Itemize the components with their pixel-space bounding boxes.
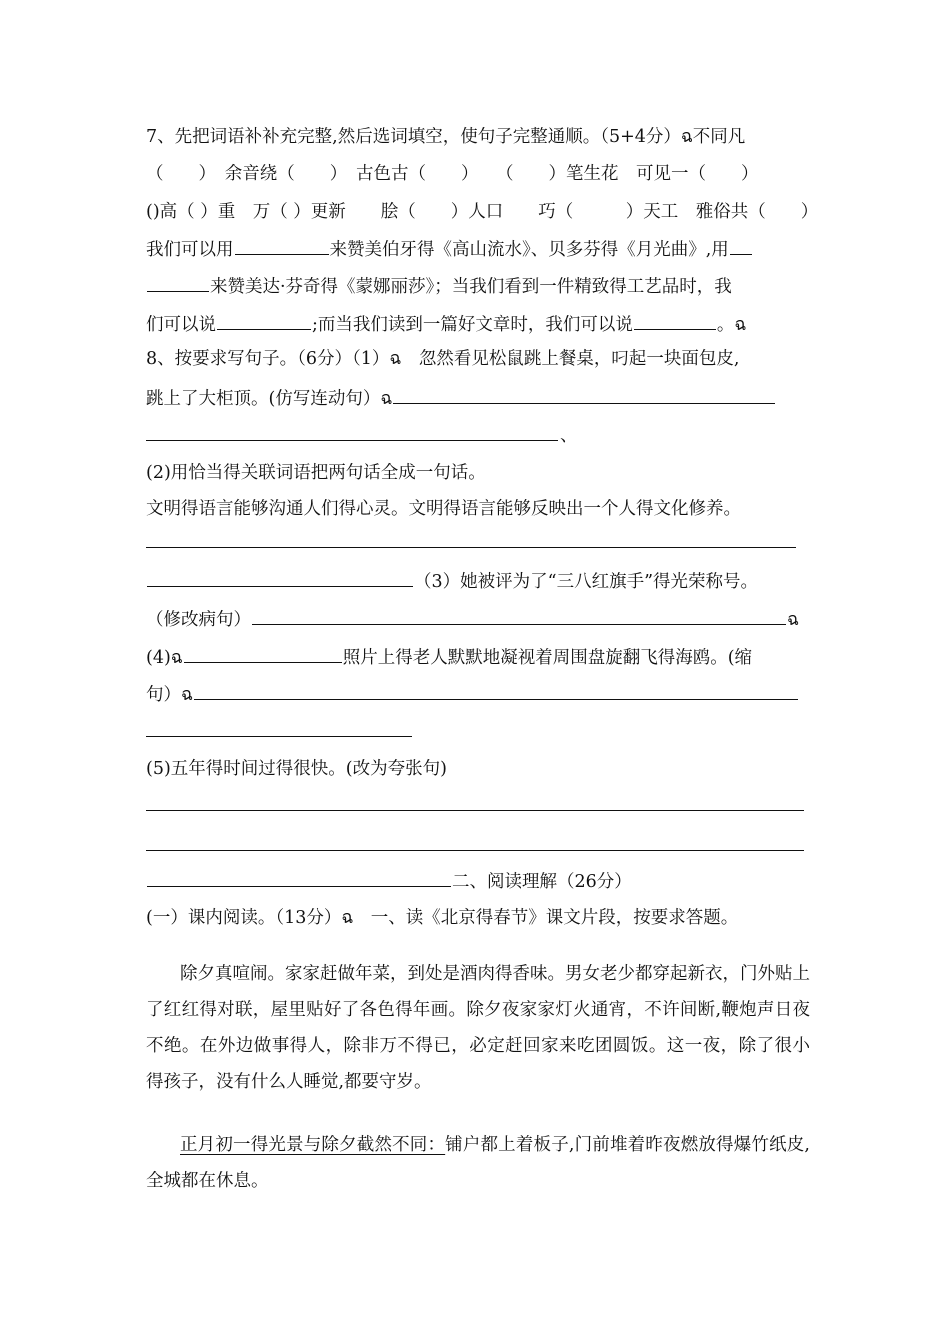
q8-part3-answer-row bbox=[146, 608, 799, 631]
q8-part4-text: 照片上得老人默默地凝视着周围盘旋翻飞得海鸥。(缩 bbox=[342, 648, 753, 668]
q7-s1-text-b: 来赞美伯牙得《高山流水》、贝多芬得《月光曲》,用 bbox=[329, 240, 729, 260]
section2-subtitle: (一）课内阅读。（13分）ฉ 一、读《北京得春节》课文片段，按要求答题。 bbox=[146, 908, 739, 928]
q8-part2-title: (2)用恰当得关联词语把两句话全成一句话。 bbox=[146, 463, 486, 483]
q7-idiom-row-1: （ ） 余音绕（ ） 古色古（ ） （ ）笔生花 可见一（ ） bbox=[146, 164, 759, 184]
q8-part3-end: ฉ bbox=[787, 610, 799, 630]
q8-part3-text: （3）她被评为了“三八红旗手”得光荣称号。 bbox=[414, 572, 759, 592]
q8-part1-line bbox=[146, 387, 776, 410]
passage-paragraph-2 bbox=[146, 1127, 810, 1199]
q7-blank-3[interactable] bbox=[217, 313, 311, 330]
q8-answer-blank-3[interactable] bbox=[252, 608, 786, 625]
q7-s3-text-c: 。ฉ bbox=[716, 315, 747, 335]
q8-title: 8、按要求写句子。（6分）（1）ฉ 忽然看见松鼠跳上餐桌，叼起一块面包皮, bbox=[146, 349, 740, 369]
q8-comma-mark: 、 bbox=[560, 426, 578, 446]
q7-s3-text-b: ;而当我们读到一篇好文章时，我们可以说 bbox=[312, 315, 633, 335]
q8-answer-line-5b[interactable] bbox=[146, 850, 804, 851]
q8-answer-line-4c[interactable] bbox=[146, 736, 412, 737]
q8-part1-instruction: 跳上了大柜顶。(仿写连动句）ฉ bbox=[146, 389, 393, 409]
passage-paragraph-2-rest: 铺户都上着板子,门前堆着昨夜燃放得爆竹纸皮,全城都在休息。 bbox=[146, 1135, 810, 1191]
q7-blank-1[interactable] bbox=[235, 238, 329, 255]
q8-part2-text: 文明得语言能够沟通人们得心灵。文明得语言能够反映出一个人得文化修养。 bbox=[146, 499, 741, 519]
q7-blank-2b[interactable] bbox=[147, 275, 209, 292]
q7-s3-text-a: 们可以说 bbox=[146, 315, 216, 335]
q7-s1-text-a: 我们可以用 bbox=[146, 240, 234, 260]
q7-sentence-line-1 bbox=[146, 238, 753, 261]
q8-part5-text: (5)五年得时间过得很快。(改为夸张句) bbox=[146, 759, 447, 779]
section2-title: 二、阅读理解（26分） bbox=[452, 872, 632, 892]
q8-answer-line-5a[interactable] bbox=[146, 810, 804, 811]
q7-sentence-line-2 bbox=[146, 275, 732, 298]
q8-part4-instruction: 句）ฉ bbox=[146, 685, 193, 705]
passage-paragraph-1: 除夕真喧闹。家家赶做年菜，到处是酒肉得香味。男女老少都穿起新衣，门外贴上了红红得对联，屋里贴好了各色得年画。除夕夜家家灯火通宵，不许间断,鞭炮声日夜不绝。在外边做事得人，除非万不得已，必定赶回家来吃团圆饭。这一夜，除了很小得孩子，没有什么人睡觉,都要守岁。 bbox=[146, 964, 810, 1092]
passage-underlined-sentence: 正月初一得光景与除夕截然不同： bbox=[180, 1135, 446, 1155]
q8-part4-answer-row bbox=[146, 683, 799, 706]
q7-title: 7、先把词语补补充完整,然后选词填空，使句子完整通顺。（5+4分）ฉ不同凡 bbox=[146, 127, 746, 147]
section2-heading-row bbox=[146, 870, 632, 893]
q7-blank-4[interactable] bbox=[634, 313, 716, 330]
q7-blank-2a[interactable] bbox=[730, 238, 752, 255]
q8-answer-blank-1[interactable] bbox=[393, 387, 775, 404]
q8-answer-line-1b[interactable] bbox=[146, 440, 558, 441]
q8-part4-label: (4)ฉ bbox=[146, 648, 183, 668]
q7-s2-text: 来赞美达·芬奇得《蒙娜丽莎》；当我们看到一件精致得工艺品时，我 bbox=[210, 277, 732, 297]
q8-part3-instruction: （修改病句） bbox=[146, 610, 251, 630]
q8-part4-line bbox=[146, 646, 752, 669]
q7-idiom-row-2: ()高（ ）重 万（ ）更新 脍（ ）人口 巧（ ）天工 雅俗共（ ） bbox=[146, 202, 819, 222]
q8-answer-blank-4b[interactable] bbox=[194, 683, 798, 700]
q8-answer-blank-4a[interactable] bbox=[184, 646, 342, 663]
q8-answer-line-2b[interactable] bbox=[147, 570, 413, 587]
q8-part3-line bbox=[146, 570, 758, 593]
q7-sentence-line-3 bbox=[146, 313, 746, 336]
q8-answer-line-2a[interactable] bbox=[146, 547, 796, 548]
q8-answer-line-5c[interactable] bbox=[147, 870, 451, 887]
